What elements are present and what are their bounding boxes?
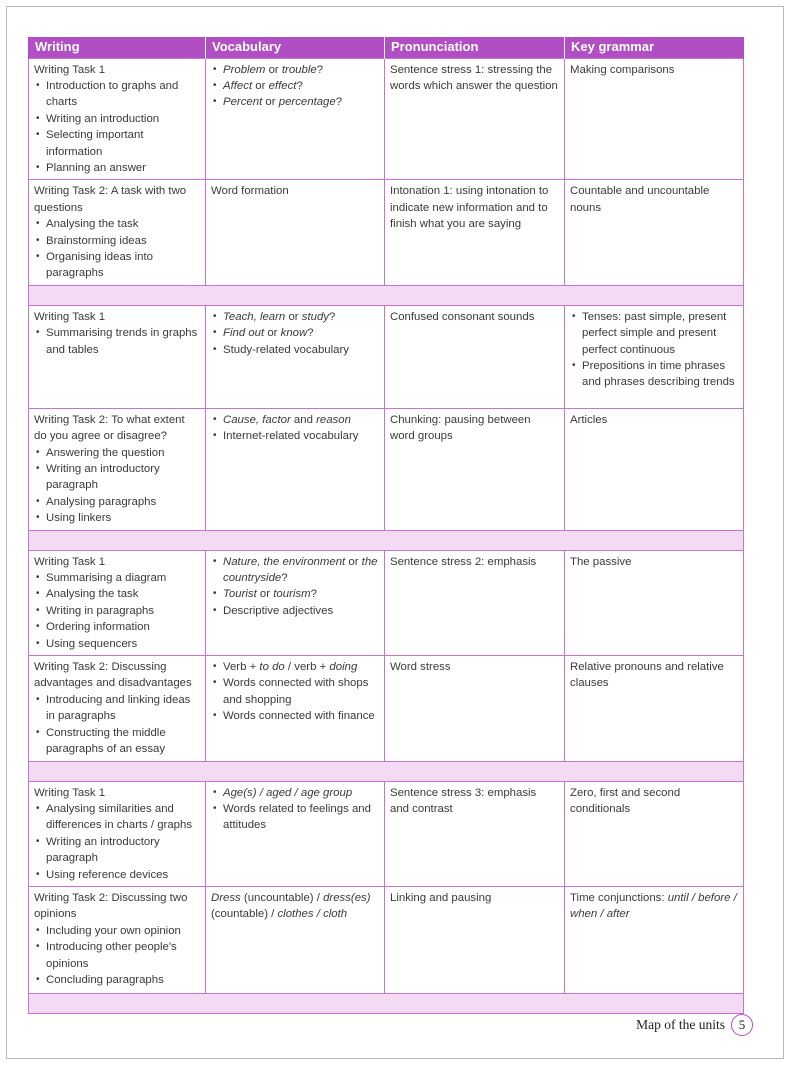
list-item: • Writing an introduction bbox=[34, 111, 199, 127]
table-row bbox=[29, 305, 744, 408]
header-writing: Writing bbox=[29, 37, 206, 58]
list-item: • Writing in paragraphs bbox=[34, 603, 199, 619]
vocabulary-cell bbox=[206, 656, 385, 761]
writing-cell bbox=[29, 656, 206, 761]
map-of-units-table bbox=[28, 37, 744, 1014]
list-item: • Affect or effect? bbox=[211, 78, 378, 94]
writing-title: Writing Task 2: Discussing advantages and disadvantages bbox=[34, 661, 192, 690]
page-number: 5 bbox=[731, 1014, 753, 1036]
table-row bbox=[29, 180, 744, 285]
list-item: • Selecting important information bbox=[34, 127, 199, 160]
list-item: • Analysing the task bbox=[34, 216, 199, 232]
pronunciation-cell: Sentence stress 1: stressing the words which answer the question bbox=[385, 58, 565, 180]
list-item: • Answering the question bbox=[34, 445, 199, 461]
grammar-cell bbox=[565, 305, 744, 408]
pronunciation-cell: Sentence stress 3: emphasis and contrast bbox=[385, 781, 565, 886]
writing-list bbox=[34, 78, 199, 176]
writing-title: Writing Task 2: To what extent do you agree or disagree? bbox=[34, 413, 185, 443]
list-item: • Descriptive adjectives bbox=[211, 603, 378, 619]
table-header-row bbox=[29, 37, 744, 58]
vocabulary-cell bbox=[206, 550, 385, 655]
grammar-cell: Countable and uncountable nouns bbox=[565, 180, 744, 285]
list-item: • Words related to feelings and attitudes bbox=[211, 801, 378, 834]
list-item: • Introducing and linking ideas in paragraphs bbox=[34, 692, 199, 725]
unit-divider bbox=[29, 761, 744, 781]
grammar-cell: The passive bbox=[565, 550, 744, 655]
writing-cell bbox=[29, 781, 206, 886]
vocabulary-cell: Word formation bbox=[206, 180, 385, 285]
header-pronunciation: Pronunciation bbox=[385, 37, 565, 58]
writing-cell bbox=[29, 550, 206, 655]
list-item: • Age(s) / aged / age group bbox=[211, 785, 378, 801]
table-row bbox=[29, 58, 744, 180]
unit-divider bbox=[29, 530, 744, 550]
list-item: • Summarising trends in graphs and tables bbox=[34, 325, 199, 358]
list-item: • Cause, factor and reason bbox=[211, 412, 378, 428]
writing-cell bbox=[29, 408, 206, 530]
list-item: • Analysing the task bbox=[34, 586, 199, 602]
list-item: • Concluding paragraphs bbox=[34, 972, 199, 988]
writing-cell bbox=[29, 886, 206, 993]
pronunciation-cell: Chunking: pausing between word groups bbox=[385, 408, 565, 530]
list-item: • Introduction to graphs and charts bbox=[34, 78, 199, 111]
unit-divider bbox=[29, 993, 744, 1013]
list-item: • Nature, the environment or the countryside? bbox=[211, 554, 378, 587]
list-item: • Planning an answer bbox=[34, 160, 199, 176]
list-item: • Constructing the middle paragraphs of an essay bbox=[34, 725, 199, 758]
footer-title: Map of the units bbox=[636, 1017, 725, 1032]
page bbox=[6, 6, 784, 1059]
vocabulary-cell bbox=[206, 781, 385, 886]
table-row bbox=[29, 781, 744, 886]
pronunciation-cell: Intonation 1: using intonation to indicate new information and to finish what you are saying bbox=[385, 180, 565, 285]
list-item: • Including your own opinion bbox=[34, 923, 199, 939]
pronunciation-cell: Linking and pausing bbox=[385, 886, 565, 993]
list-item: • Organising ideas into paragraphs bbox=[34, 249, 199, 282]
vocabulary-cell bbox=[206, 58, 385, 180]
table-row bbox=[29, 408, 744, 530]
vocabulary-cell bbox=[206, 408, 385, 530]
table-row bbox=[29, 656, 744, 761]
list-item: • Prepositions in time phrases and phrases describing trends bbox=[570, 358, 737, 391]
grammar-cell: Time conjunctions: until / before / when / after bbox=[565, 886, 744, 993]
grammar-cell: Relative pronouns and relative clauses bbox=[565, 656, 744, 761]
header-key-grammar: Key grammar bbox=[565, 37, 744, 58]
list-item: • Problem or trouble? bbox=[211, 62, 378, 78]
list-item: • Internet-related vocabulary bbox=[211, 428, 378, 444]
pronunciation-cell: Confused consonant sounds bbox=[385, 305, 565, 408]
list-item: • Verb + to do / verb + doing bbox=[211, 659, 378, 675]
list-item: • Writing an introductory paragraph bbox=[34, 834, 199, 867]
table-row bbox=[29, 550, 744, 655]
table-row bbox=[29, 886, 744, 993]
list-item: • Words connected with shops and shopping bbox=[211, 675, 378, 708]
writing-title: Writing Task 2: A task with two questions bbox=[34, 185, 187, 214]
grammar-cell: Articles bbox=[565, 408, 744, 530]
list-item: • Summarising a diagram bbox=[34, 570, 199, 586]
list-item: • Brainstorming ideas bbox=[34, 233, 199, 249]
pronunciation-cell: Sentence stress 2: emphasis bbox=[385, 550, 565, 655]
list-item: • Find out or know? bbox=[211, 325, 378, 341]
list-item: • Words connected with finance bbox=[211, 708, 378, 724]
grammar-cell: Making comparisons bbox=[565, 58, 744, 180]
header-vocabulary: Vocabulary bbox=[206, 37, 385, 58]
list-item: • Tenses: past simple, present perfect simple and present perfect continuous bbox=[570, 309, 737, 358]
writing-title: Writing Task 1 bbox=[34, 555, 106, 568]
list-item: • Tourist or tourism? bbox=[211, 586, 378, 602]
list-item: • Ordering information bbox=[34, 619, 199, 635]
list-item: • Introducing other people's opinions bbox=[34, 939, 199, 972]
list-item: • Using linkers bbox=[34, 510, 199, 526]
writing-cell bbox=[29, 305, 206, 408]
writing-cell bbox=[29, 58, 206, 180]
list-item: • Percent or percentage? bbox=[211, 94, 378, 110]
list-item: • Using reference devices bbox=[34, 867, 199, 883]
list-item: • Study-related vocabulary bbox=[211, 342, 378, 358]
writing-title: Writing Task 1 bbox=[34, 63, 106, 76]
unit-divider bbox=[29, 285, 744, 305]
list-item: • Writing an introductory paragraph bbox=[34, 461, 199, 494]
vocabulary-cell bbox=[206, 305, 385, 408]
list-item: • Analysing paragraphs bbox=[34, 494, 199, 510]
list-item: • Using sequencers bbox=[34, 636, 199, 652]
grammar-cell: Zero, first and second conditionals bbox=[565, 781, 744, 886]
pronunciation-cell: Word stress bbox=[385, 656, 565, 761]
list-item: • Analysing similarities and differences in charts / graphs bbox=[34, 801, 199, 834]
page-footer bbox=[636, 1013, 753, 1037]
vocabulary-cell: Dress (uncountable) / dress(es) (countable) / clothes / cloth bbox=[206, 886, 385, 993]
list-item: • Teach, learn or study? bbox=[211, 309, 378, 325]
writing-title: Writing Task 2: Discussing two opinions bbox=[34, 891, 188, 921]
writing-cell bbox=[29, 180, 206, 285]
writing-title: Writing Task 1 bbox=[34, 310, 106, 323]
writing-title: Writing Task 1 bbox=[34, 786, 106, 799]
